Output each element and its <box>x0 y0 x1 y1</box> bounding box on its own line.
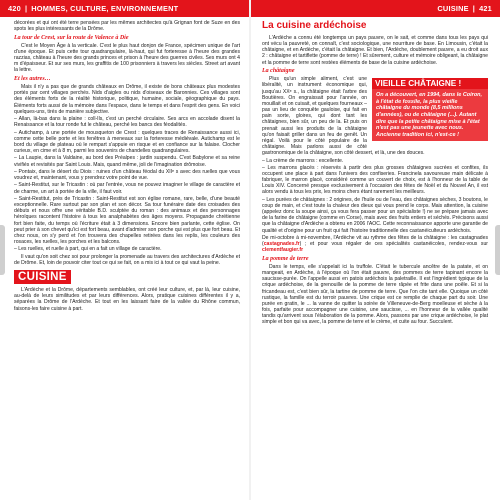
left-page-number: 420 <box>8 4 21 13</box>
cuisine-section-title: CUISINE <box>14 270 71 284</box>
left-header-separator: | <box>24 4 28 13</box>
others-paragraph: Mais il n'y a pas que de grands châteaux en Drôme, il existe de bons châteaux plus modestes portés par cent villages perchés. Nids d'aigles ou nids d'oiseaux de Baronnies. Ces villages sont des éléments forts de la réalité historique, politique, humaine, sociale, géographique du pays. Éléments forts aussi de la mémoire dans l'espace, dans le temps et dans l'esprit des gens. En voici quelques-uns, tirés de manière subjective. <box>14 84 240 115</box>
castagnades-link[interactable]: castagnades.fr <box>263 241 300 248</box>
right-page-column <box>262 20 488 498</box>
chestnut-paragraph: Plus qu'un simple aliment, c'est une libéralité, un instrument économique qui, jusqu'au XXᵉ s., la châtaigne était l'arbre des Boutières. On engraissait pour l'année, on mouillait et on cuisait, et quelques fourneaux – pas un lieu de conquête gauloise, qui fait en pain sorte, gloires, qui dont tant les châtaignes, bien sûr, un peu de la. Et puis on prenait aussi les produits de la châtaigne qu'on faisait griller dans un feu de genêt. Un régal. Voilà pour le côté populaire de la châtaigne. Mais parlons aussi de côté gastronomique de la châtaigne, son côté dessert, et là, une des douces. <box>262 76 425 157</box>
potato-heading: La pomme de terre <box>262 255 309 262</box>
bullet-item: – Autichamp, à une portée de mousqueton de Crest : quelques traces de Renaissance aussi ici, comme cette belle porte et les fenêtres à meneaux sur la forteresse médiévale. Autichamp est le bord du village de plateau où le rempart s'appuie en risque et en confiance sur la falaise. Clocher curieux, en cime et à 8 m, parmi les souvenirs de chandelles quadrangulaires. <box>14 129 240 155</box>
right-page-tab <box>495 225 500 275</box>
old-chestnut-box-title: VIEILLE CHÂTAIGNE ! <box>372 78 488 89</box>
left-page-tab <box>0 225 5 275</box>
chestnut-heading: La châtaigne <box>262 68 295 75</box>
chestnut-list-item: – Les purées de châtaignes : 2 origines, de l'huile ou de l'eau, des châtaignes sèches, 3 boutons, le coup de main, et c'est toute la chaleur des dieux qui vous prend le corps. Mais attention, la cuisine (appelez donc la soupe ainsi, ça vous fera passer pour un spécialiste !) ne se prépare jamais avec de la farine de châtaigne (comme en Corse), mais avec des fruits entiers et séchés. Précisons aussi que la châtaigne d'Ardèche a obtenu en 2006 l'AOC. Cette reconnaissance apporte une garantie de qualité et d'origine pour un fruit qui fait l'histoire traditionnelle des castanéiculteurs ardéchois. <box>262 196 488 234</box>
chestnut-list-item: – Les marrons glacés : réservés à partir des plus grosses châtaignes sucrées et confites, ils occupent une place à part dans l'univers des confiseries. Francinela savoureuse main délicate à fabriquer, le marron glacé, considéré comme un couvert de choix, est à l'honneur de la table de Louis XIV. Concerné presque exclusivement à l'occasion des fêtes de Noël et du Nouvel An, il est alors vendu à tous les prix, les moins chers étant rarement les meilleurs. <box>262 164 488 196</box>
right-header-separator: | <box>472 4 476 13</box>
others-heading: Et les autres… <box>14 76 51 83</box>
festivals-text-mid: ) ; et pour vous régaler de ces spécialités castanéicoles, rendez-vous sur <box>299 241 488 248</box>
old-chestnut-box-text: On a découvert, en 1994, dans le Coiron, à l'état de fossile, la plus vieille châtaigne du monde (8,5 millions d'années), ou de châtaigne (...). Autant dire que la petite châtaigne mise à l'état n'est pas une jeunette avec nous. Ancienne tradition ici, n'est-ce ! <box>372 89 488 141</box>
bullet-item: – Saint-Restitut, sur le Tricastin : où par l'entrée, vous ne pouvez imaginer le village de caractère et de charme, un art à portée de la ville, il faut voir. <box>14 182 240 195</box>
potato-paragraph: Dans le temps, elle s'appelait ici la truffole. C'était le tubercule ancêtre de la patate, et on mangeait, en Ardèche, à l'époque où l'on était pauvre, des pommes de terre tapinant encore la saucisse-purée. On l'appelle aussi en patois ardéchois la paletraille. Il est l'ingrédient typique de la crique ardéchoise, de la grenouille de la pomme de terre râpée et frite dans une poêle. Et si la fricandeau est, c'est bien sûr, la tartine de pomme de terre. Que l'on cite tant elle. Quoique un côté rustique, la famille est du terroir pauvres. Une crique est ce remplie de chaque part du soir. Une purée en gratin, le ... la vanne de quitter la soirée de Villeneuve-de-Berg moelleuse et sèche à la fois, parfaite pour accompagner une cuisine, une saucisse, ... en l'honneur de la vallée qualité tandis qu'arrivent sous l'élaboration de la pomme. Alors, passons par une crique ardéchoise, le plat simple et bon qui va avec, la pomme de terre et le crème, et cuite au four. Succulent. <box>262 263 488 326</box>
crest-tower-paragraph: C'est le Moyen Âge à la verticale. C'est le plus haut donjon de France, spécimen unique de l'art d'une époque. Et puis cette tour quadrangulaire, là-haut, qui fut forteresse à l'heure des grandes razzias, château à l'heure des grands princes et prison à l'heure des guerres civiles. Ses murs ont 4 m d'épaisseur. Et sur ses murs, les graffitis de 100 prisonniers à travers les siècles. Street art avant la lettre. <box>14 42 240 74</box>
ardeche-cuisine-title: La cuisine ardéchoise <box>262 20 367 31</box>
clementfaugier-link[interactable]: clementfaugier.fr <box>262 247 304 254</box>
right-page-header <box>251 0 500 17</box>
right-page-number: 421 <box>479 4 492 13</box>
bullet-item: – Pontaix, dans le désert du Diois : ruines d'un château féodal du XIIᵉ s avec des ruelles que vous voudrez et, maintenant, vous y prendrez votre point de vue. <box>14 168 240 182</box>
page-gutter <box>249 0 251 500</box>
left-intro-paragraph: décorées et qui ont été terre pensées par les mêmes architectes qu'à Grignan font de Suze en des spots les plus intéressants de la Drôme. <box>14 20 240 33</box>
cuisine-intro-paragraph: L'Ardèche et la Drôme, départements semblables, ont créé leur culture, et, par là, leur cuisine, au-delà de leurs similitudes et par leurs différences. Alors, pratique cuisines différentes il y a, séparées la Drôme de l'Ardèche. Et tout en les laissant faire de la vallée du Rhône commun, faisons-les faire cuisine à part. <box>14 287 240 312</box>
bullet-item: – Allan, là-bas dans la plaine : coll-Ils, c'est un perché circulaire. Ses arcs en accolade disent la Renaissance et la tour ronde fut le château, perché les bancs des féodalités. <box>14 116 240 129</box>
left-running-title: HOMMES, CULTURE, ENVIRONNEMENT <box>31 4 179 13</box>
old-chestnut-box <box>372 78 488 141</box>
bullet-item: – La Laupie, dans la Valdaine, au bord des Préalpes : jardin suspendu. C'est Babylone et sa reine vivifiés et revisités par Saint Louis. Mais, quand même, joli de l'imagination drômoise. <box>14 155 240 168</box>
left-page-column <box>14 20 240 498</box>
chestnut-list-intro: – La crème de marrons : excellente. <box>262 157 344 164</box>
right-running-title: CUISINE <box>437 4 469 13</box>
bullet-item: – Saint-Restitut, près de Tricastin : Saint-Restitut est son église romane, rare, belle, d'une beauté exceptionnelle. Rare surtout par son plan et son décor. Sa tour funéraire date des croisades des débuts et nous offre une véritable B.D. sculptée du roman : des animaux et des personnages héroïques racontent l'histoire à tous les analphabètes des âges moyens. Propagande chrétienne fort bien faite, du temps où l'écriture était à 3 dimensions. Encore bien parlante, cette église. On peut prier à son chevet qu'ici est fort beau, avant d'admirer son porche qui est plus que fort beau. Et chez nous, on s'y perd et l'on trouvera des chapelles retirées dans les replis, les couleurs des rosaces, les ruelles, les porches et les balcons. <box>14 195 240 245</box>
ardeche-intro-paragraph: L'Ardèche a connu été longtemps un pays pauvre, on le sait, et comme dans tous les pays qui ont vécu la pauvreté, on connaît, c'est sociologique, une nourriture de base. En Limousin, c'était la châtaigne, et en Ardèche, c'était la châtaigne. Et bien, l'Ardèche, doublement pauvre, a eu droit aux 2 : châtaigne et tartiflette (pomme de terre) ! Et sûrement, culture et mémoire obligeant, la châtaigne et la pomme de terre sont restées éléments de base de la cuisine ardéchoise. <box>262 35 488 66</box>
bullet-item: – Les ruelles, et ruelle à part, qui en a fait un village de caractère. <box>14 246 162 253</box>
chestnut-festivals-paragraph <box>262 235 488 253</box>
chestnut-flow <box>262 76 488 156</box>
festivals-text: De mi-octobre à mi-novembre, l'Ardèche vit au rythme des fêtes de la châtaigne : les castagnades ( <box>262 234 488 248</box>
crest-tower-heading: La tour de Crest, sur la route de Valence à Die <box>14 34 129 41</box>
left-outro-paragraph: Il vaut qu'on soit chez soi pour prolonger la promenade au travers des architectures d'Ardèche et de Drôme. Et, loin de pouvoir citer tout ce qui se fait, on a mis ici à tout ce qui vaut la peine. <box>14 253 240 266</box>
left-page-header <box>0 0 249 17</box>
